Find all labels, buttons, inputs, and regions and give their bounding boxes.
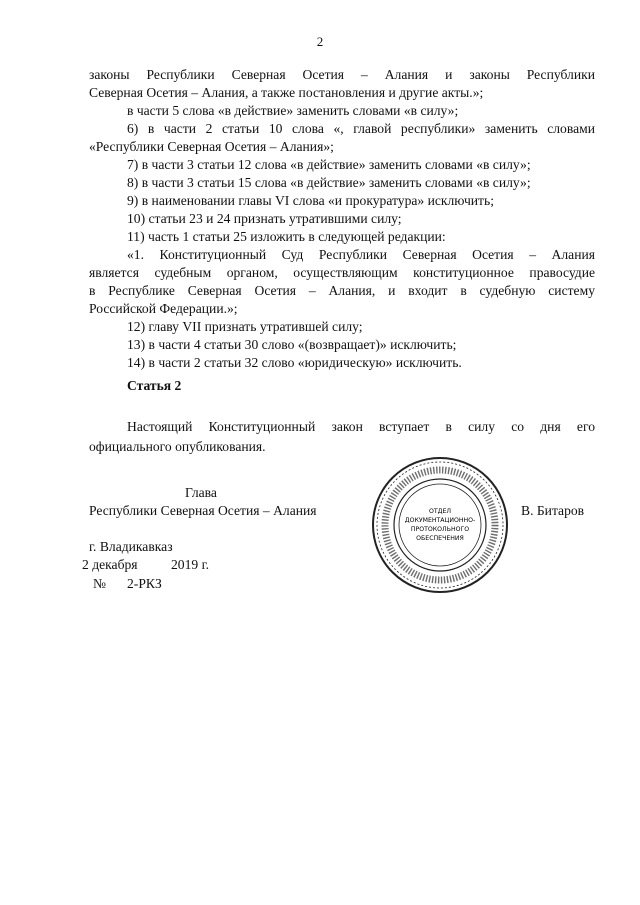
- number-value: 2-РКЗ: [127, 576, 162, 591]
- text-line: 8) в части 3 статьи 15 слова «в действие» заменить словами «в силу»;: [127, 175, 531, 190]
- place: г. Владикавказ: [89, 539, 173, 554]
- number-sign: №: [93, 576, 106, 591]
- text-line: Северная Осетия – Алания, а также постановления и другие акты.»;: [89, 85, 484, 100]
- text-line: в Республике Северная Осетия – Алания, и входит в судебную систему: [89, 283, 595, 298]
- seal-line: ПРОТОКОЛЬНОГО: [410, 526, 470, 533]
- text-line: 12) главу VII признать утратившей силу;: [127, 319, 363, 334]
- text-line: является судебным органом, осуществляющим конституционное правосудие: [89, 265, 595, 280]
- text-line: «Республики Северная Осетия – Алания»;: [89, 139, 334, 154]
- signatory-title: Глава: [185, 485, 217, 500]
- text-line: 13) в части 4 статьи 30 слово «(возвращает)» исключить;: [127, 337, 457, 352]
- text-line: «1. Конституционный Суд Республики Северная Осетия – Алания: [127, 247, 595, 262]
- text-line: 10) статьи 23 и 24 признать утратившими силу;: [127, 211, 402, 226]
- seal-line: ОТДЕЛ: [428, 508, 452, 515]
- seal-line: ОБЕСПЕЧЕНИЯ: [416, 535, 464, 542]
- text-line: 6) в части 2 статьи 10 слова «, главой республики» заменить словами: [127, 121, 595, 136]
- text-line: 7) в части 3 статьи 12 слова «в действие» заменить словами «в силу»;: [127, 157, 531, 172]
- seal-line: ДОКУМЕНТАЦИОННО-: [404, 517, 476, 524]
- document-body: [89, 66, 595, 372]
- date-day: 2 декабря: [82, 557, 138, 572]
- official-seal: [370, 455, 510, 595]
- signatory-name: В. Битаров: [521, 503, 585, 518]
- article-line: официального опубликования.: [89, 439, 266, 454]
- text-line: 14) в части 2 статьи 32 слово «юридическую» исключить.: [127, 355, 462, 370]
- text-line: Российской Федерации.»;: [89, 301, 238, 316]
- article-line: Настоящий Конституционный закон вступает в силу со дня его: [127, 419, 595, 434]
- text-line: 9) в наименовании главы VI слова «и прокуратура» исключить;: [127, 193, 494, 208]
- article-text: [89, 417, 595, 457]
- text-line: 11) часть 1 статьи 25 изложить в следующей редакции:: [127, 229, 446, 244]
- text-line: в части 5 слова «в действие» заменить словами «в силу»;: [127, 103, 459, 118]
- article-heading: Статья 2: [127, 378, 182, 393]
- date-year: 2019 г.: [171, 557, 210, 572]
- page-number: 2: [316, 34, 324, 49]
- signatory-region: Республики Северная Осетия – Алания: [89, 503, 317, 518]
- text-line: законы Республики Северная Осетия – Алания и законы Республики: [89, 67, 595, 82]
